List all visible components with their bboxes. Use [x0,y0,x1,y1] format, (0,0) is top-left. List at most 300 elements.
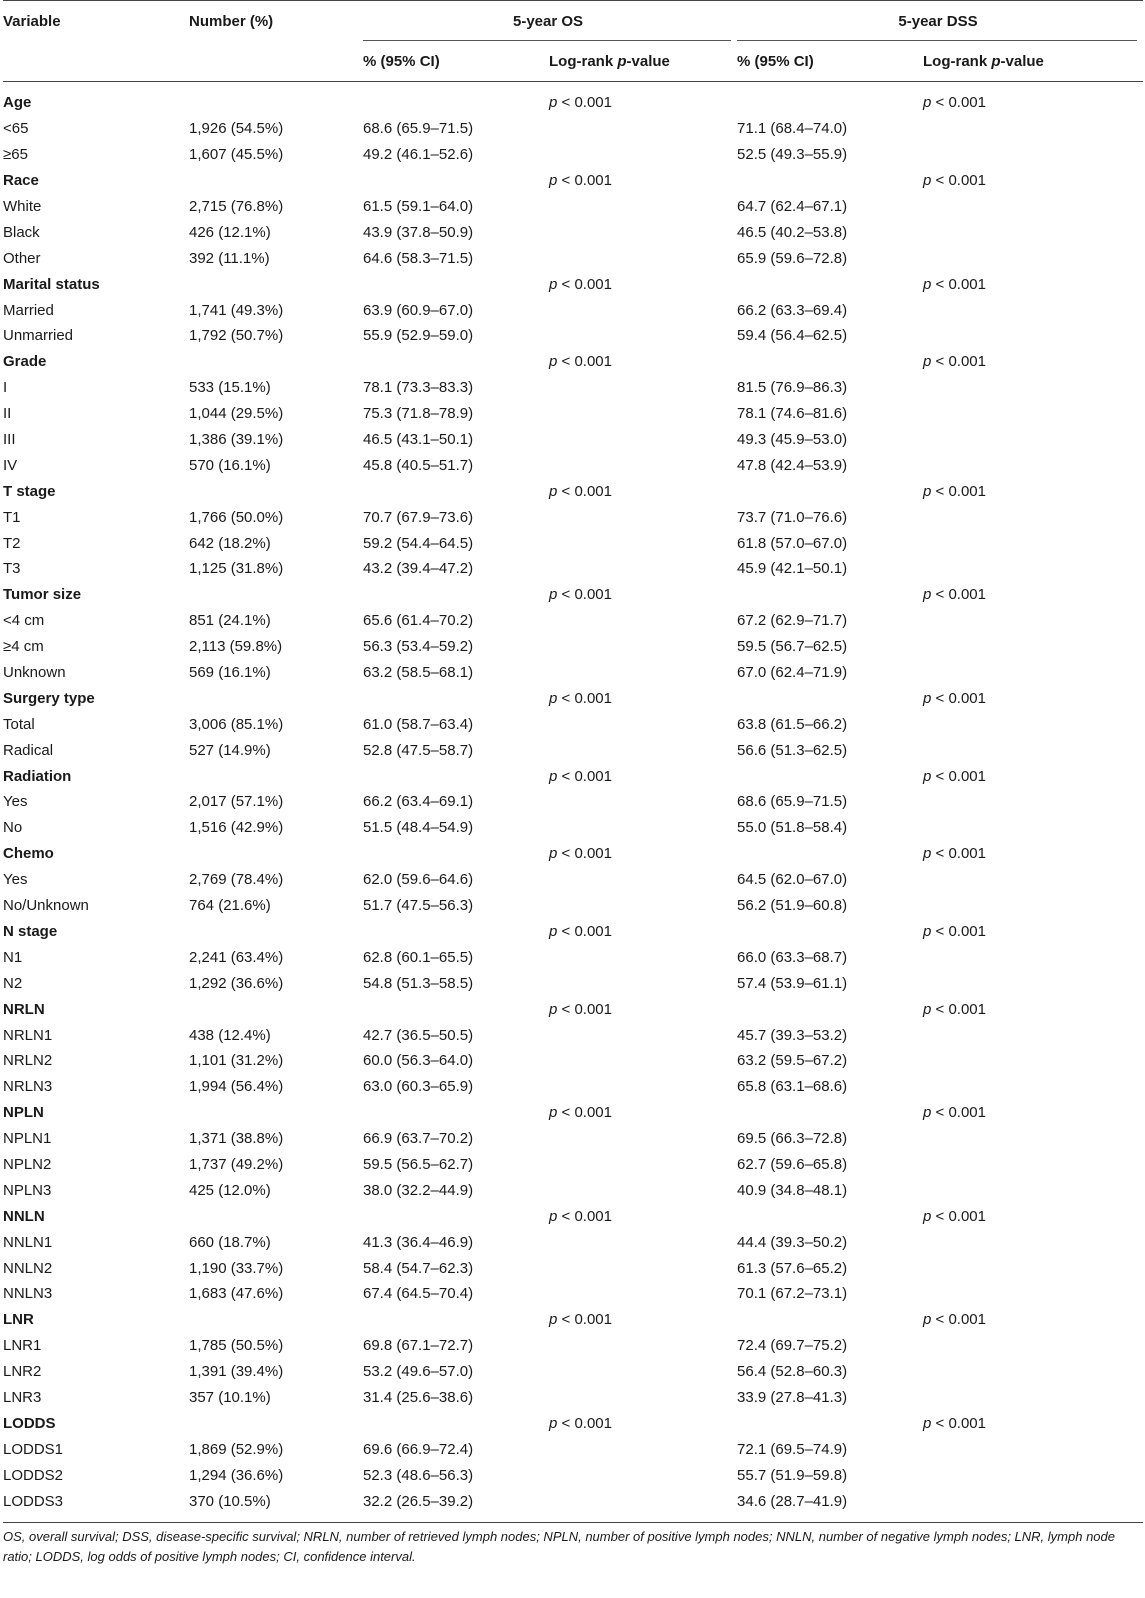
count-cell: 425 (12.0%) [189,1181,271,1199]
group-header-row [3,349,1143,375]
category-label: LNR3 [3,1388,42,1406]
category-label: No [3,819,23,837]
dss-ci-cell: 64.5 (62.0–67.0) [737,871,848,889]
dss-ci-cell: 65.9 (59.6–72.8) [737,249,848,267]
category-label: LNR1 [3,1337,42,1355]
empty-cell [923,944,1143,970]
dss-ci-cell: 71.1 (68.4–74.0) [737,120,848,138]
count-cell: 1,371 (38.8%) [189,1130,284,1148]
group-header-row [3,841,1143,867]
empty-cell [923,142,1143,168]
os-pvalue: p < 0.001 [549,1207,612,1225]
empty-cell [549,737,737,763]
category-label: ≥65 [3,146,28,164]
os-ci-cell: 63.0 (60.3–65.9) [363,1078,474,1096]
category-label: T1 [3,508,21,526]
category-label: Yes [3,793,28,811]
empty-cell [549,297,737,323]
empty-cell [737,1100,923,1126]
table-row [3,1074,1143,1100]
empty-cell [737,1410,923,1436]
empty-cell [923,711,1143,737]
dss-pvalue: p < 0.001 [923,172,986,190]
empty-cell [923,401,1143,427]
group-header-row [3,996,1143,1022]
category-label: NRLN2 [3,1052,53,1070]
empty-cell [363,1410,549,1436]
empty-cell [737,82,923,116]
empty-cell [923,1255,1143,1281]
dss-ci-cell: 67.0 (62.4–71.9) [737,664,848,682]
empty-cell [923,1022,1143,1048]
empty-cell [549,1333,737,1359]
count-cell: 1,785 (50.5%) [189,1337,284,1355]
empty-cell [923,504,1143,530]
table-row [3,660,1143,686]
dss-pvalue: p < 0.001 [923,275,986,293]
empty-cell [923,194,1143,220]
empty-cell [363,168,549,194]
empty-cell [923,219,1143,245]
table-row [3,504,1143,530]
empty-cell [363,919,549,945]
count-cell: 2,241 (63.4%) [189,948,284,966]
group-label: Radiation [3,767,72,785]
table-row [3,323,1143,349]
dss-ci-cell: 81.5 (76.9–86.3) [737,379,848,397]
empty-cell [923,297,1143,323]
dss-ci-cell: 59.5 (56.7–62.5) [737,638,848,656]
empty-cell [549,1074,737,1100]
os-pvalue: p < 0.001 [549,353,612,371]
table-row [3,556,1143,582]
group-label: NRLN [3,1000,45,1018]
empty-cell [923,634,1143,660]
empty-cell [923,737,1143,763]
empty-cell [363,1307,549,1333]
empty-cell [549,867,737,893]
group-label: Marital status [3,275,100,293]
os-pvalue: p < 0.001 [549,1414,612,1432]
os-ci-cell: 60.0 (56.3–64.0) [363,1052,474,1070]
table-row [3,427,1143,453]
empty-cell [549,711,737,737]
empty-cell [549,504,737,530]
dss-ci-cell: 70.1 (67.2–73.1) [737,1285,848,1303]
dss-ci-cell: 45.9 (42.1–50.1) [737,560,848,578]
table-row [3,1048,1143,1074]
count-cell: 533 (15.1%) [189,379,271,397]
count-cell: 1,391 (39.4%) [189,1363,284,1381]
group-header-row [3,82,1143,116]
table-row [3,711,1143,737]
empty-cell [923,556,1143,582]
count-cell: 851 (24.1%) [189,612,271,630]
count-cell: 764 (21.6%) [189,897,271,915]
empty-cell [363,1100,549,1126]
dss-ci-cell: 61.8 (57.0–67.0) [737,534,848,552]
dss-ci-cell: 56.6 (51.3–62.5) [737,741,848,759]
empty-cell [923,1048,1143,1074]
col-header-os-logrank: Log-rank p-value [549,41,737,82]
table-row [3,1281,1143,1307]
group-header-row [3,1203,1143,1229]
os-pvalue: p < 0.001 [549,482,612,500]
count-cell: 1,683 (47.6%) [189,1285,284,1303]
table-footnote: OS, overall survival; DSS, disease-specific survival; NRLN, number of retrieved lymph nodes; NPLN, number of positive lymph nodes; NNLN, number of negative lymph nodes; LNR, lymph node ratio; LODDS, log odds of positive lymph nodes; CI, confidence interval. [3,1528,1115,1564]
empty-cell [189,478,363,504]
table-container [3,0,1143,1567]
empty-cell [189,271,363,297]
empty-cell [923,1177,1143,1203]
empty-cell [189,919,363,945]
dss-ci-cell: 52.5 (49.3–55.9) [737,146,848,164]
col-header-blank [189,41,363,82]
count-cell: 1,737 (49.2%) [189,1155,284,1173]
survival-table [3,0,1143,1523]
os-ci-cell: 62.8 (60.1–65.5) [363,948,474,966]
os-ci-cell: 43.9 (37.8–50.9) [363,223,474,241]
empty-cell [923,970,1143,996]
empty-cell [363,478,549,504]
group-label: Surgery type [3,689,95,707]
os-ci-cell: 66.9 (63.7–70.2) [363,1130,474,1148]
col-header-variable: Variable [3,12,61,30]
count-cell: 569 (16.1%) [189,664,271,682]
os-ci-cell: 70.7 (67.9–73.6) [363,508,474,526]
group-header-row [3,271,1143,297]
empty-cell [363,582,549,608]
empty-cell [923,245,1143,271]
empty-cell [923,452,1143,478]
os-ci-cell: 63.2 (58.5–68.1) [363,664,474,682]
empty-cell [549,970,737,996]
empty-cell [549,660,737,686]
count-cell: 2,769 (78.4%) [189,871,284,889]
empty-cell [549,608,737,634]
table-row [3,893,1143,919]
os-ci-cell: 41.3 (36.4–46.9) [363,1233,474,1251]
os-ci-cell: 66.2 (63.4–69.1) [363,793,474,811]
category-label: LODDS3 [3,1488,189,1522]
dss-ci-cell: 59.4 (56.4–62.5) [737,327,848,345]
count-cell: 1,516 (42.9%) [189,819,284,837]
category-label: Other [3,249,41,267]
table-row [3,1462,1143,1488]
category-label: Married [3,301,54,319]
dss-ci-cell: 69.5 (66.3–72.8) [737,1130,848,1148]
empty-cell [363,841,549,867]
dss-ci-cell: 61.3 (57.6–65.2) [737,1259,848,1277]
category-label: NPLN2 [3,1155,52,1173]
empty-cell [549,323,737,349]
empty-cell [549,452,737,478]
dss-ci-cell: 78.1 (74.6–81.6) [737,405,848,423]
os-ci-cell: 54.8 (51.3–58.5) [363,974,474,992]
count-cell: 438 (12.4%) [189,1026,271,1044]
category-label: Unknown [3,664,66,682]
os-pvalue: p < 0.001 [549,1311,612,1329]
empty-cell [737,685,923,711]
os-ci-cell: 49.2 (46.1–52.6) [363,146,474,164]
empty-cell [549,1462,737,1488]
os-ci-cell: 53.2 (49.6–57.0) [363,1363,474,1381]
os-ci-cell: 45.8 (40.5–51.7) [363,456,474,474]
count-cell: 2,715 (76.8%) [189,198,284,215]
dss-ci-cell: 72.4 (69.7–75.2) [737,1337,848,1355]
dss-ci-cell: 73.7 (71.0–76.6) [737,508,848,526]
count-cell: 1,766 (50.0%) [189,508,284,526]
dss-ci-cell: 65.8 (63.1–68.6) [737,1078,848,1096]
empty-cell [363,996,549,1022]
empty-cell [549,893,737,919]
os-ci-cell: 58.4 (54.7–62.3) [363,1259,474,1277]
empty-cell [923,608,1143,634]
empty-cell [549,116,737,142]
dss-ci-cell: 45.7 (39.3–53.2) [737,1026,848,1044]
table-row [3,1488,1143,1522]
category-label: T2 [3,534,21,552]
table-row [3,530,1143,556]
dss-ci-cell: 67.2 (62.9–71.7) [737,612,848,630]
os-ci-cell: 65.6 (61.4–70.2) [363,612,474,630]
empty-cell [549,556,737,582]
table-row [3,944,1143,970]
category-label: NNLN1 [3,1233,53,1251]
empty-cell [189,168,363,194]
empty-cell [189,841,363,867]
empty-cell [363,763,549,789]
dss-pvalue: p < 0.001 [923,845,986,863]
group-header-row [3,919,1143,945]
dss-pvalue: p < 0.001 [923,689,986,707]
empty-cell [737,582,923,608]
empty-cell [923,789,1143,815]
count-cell: 1,044 (29.5%) [189,405,284,423]
os-pvalue: p < 0.001 [549,1104,612,1122]
count-cell: 1,294 (36.6%) [189,1466,284,1484]
dss-ci-cell: 66.2 (63.3–69.4) [737,301,848,319]
empty-cell [189,349,363,375]
empty-cell [189,1307,363,1333]
dss-ci-cell: 55.7 (51.9–59.8) [737,1466,848,1484]
category-label: Yes [3,871,28,889]
table-row [3,867,1143,893]
count-cell: 357 (10.1%) [189,1388,271,1406]
table-row [3,375,1143,401]
dss-group-label: 5-year DSS [898,12,978,30]
dss-ci-cell: 40.9 (34.8–48.1) [737,1181,848,1199]
table-row [3,634,1143,660]
os-ci-cell: 56.3 (53.4–59.2) [363,638,474,656]
category-label: NNLN3 [3,1285,53,1303]
empty-cell [549,1152,737,1178]
empty-cell [549,1281,737,1307]
table-row [3,608,1143,634]
empty-cell [923,530,1143,556]
os-ci-cell: 38.0 (32.2–44.9) [363,1181,474,1199]
count-cell: 1,869 (52.9%) [189,1440,284,1458]
empty-cell [549,944,737,970]
empty-cell [737,1203,923,1229]
count-cell: 1,386 (39.1%) [189,431,284,449]
empty-cell [923,867,1143,893]
table-row [3,401,1143,427]
empty-cell [923,1281,1143,1307]
count-cell: 642 (18.2%) [189,534,271,552]
os-ci-cell: 32.2 (26.5–39.2) [363,1488,549,1522]
dss-ci-cell: 66.0 (63.3–68.7) [737,948,848,966]
os-ci-cell: 42.7 (36.5–50.5) [363,1026,474,1044]
table-row [3,1177,1143,1203]
empty-cell [923,1436,1143,1462]
os-ci-cell: 64.6 (58.3–71.5) [363,249,474,267]
category-label: NNLN2 [3,1259,53,1277]
table-row [3,789,1143,815]
os-ci-cell: 67.4 (64.5–70.4) [363,1285,474,1303]
count-cell: 2,017 (57.1%) [189,793,284,811]
group-header-row [3,1307,1143,1333]
table-row [3,1385,1143,1411]
dss-ci-cell: 64.7 (62.4–67.1) [737,198,848,215]
category-label: LODDS2 [3,1466,64,1484]
table-body [3,82,1143,1523]
group-header-row [3,1410,1143,1436]
col-header-os-ci: % (95% CI) [363,41,549,82]
empty-cell [737,168,923,194]
empty-cell [923,1126,1143,1152]
group-label: Tumor size [3,586,82,604]
dss-pvalue: p < 0.001 [923,353,986,371]
group-label: LODDS [3,1414,56,1432]
count-cell: 1,792 (50.7%) [189,327,284,345]
table-row [3,1359,1143,1385]
table-row [3,737,1143,763]
empty-cell [923,893,1143,919]
empty-cell [363,271,549,297]
category-label: NPLN3 [3,1181,52,1199]
table-row [3,1436,1143,1462]
dss-ci-cell: 49.3 (45.9–53.0) [737,431,848,449]
empty-cell [923,427,1143,453]
os-ci-cell: 59.5 (56.5–62.7) [363,1155,474,1173]
dss-pvalue: p < 0.001 [923,94,986,112]
col-group-dss [737,1,1143,42]
category-label: NPLN1 [3,1130,52,1148]
count-cell: 1,292 (36.6%) [189,974,284,992]
table-row [3,1333,1143,1359]
count-cell: 1,125 (31.8%) [189,560,284,578]
category-label: <4 cm [3,612,45,630]
empty-cell [189,582,363,608]
dss-pvalue: p < 0.001 [923,586,986,604]
os-ci-cell: 52.8 (47.5–58.7) [363,741,474,759]
empty-cell [549,1385,737,1411]
os-ci-cell: 61.5 (59.1–64.0) [363,198,474,215]
dss-pvalue: p < 0.001 [923,767,986,785]
dss-ci-cell: 47.8 (42.4–53.9) [737,456,848,474]
empty-cell [189,685,363,711]
table-row [3,219,1143,245]
os-pvalue: p < 0.001 [549,767,612,785]
empty-cell [737,349,923,375]
dss-pvalue: p < 0.001 [923,1000,986,1018]
col-header-dss-ci: % (95% CI) [737,41,923,82]
count-cell: 2,113 (59.8%) [189,638,283,656]
empty-cell [549,530,737,556]
table-row [3,1022,1143,1048]
os-pvalue: p < 0.001 [549,172,612,190]
count-cell: 570 (16.1%) [189,456,271,474]
dss-ci-cell: 34.6 (28.7–41.9) [737,1488,923,1522]
empty-cell [737,841,923,867]
empty-cell [189,996,363,1022]
group-label: Grade [3,353,47,371]
empty-cell [923,1229,1143,1255]
group-header-row [3,1100,1143,1126]
empty-cell [549,1488,737,1522]
os-ci-cell: 55.9 (52.9–59.0) [363,327,474,345]
empty-cell [549,142,737,168]
empty-cell [189,1100,363,1126]
table-row [3,815,1143,841]
category-label: III [3,431,16,449]
empty-cell [549,245,737,271]
empty-cell [923,1074,1143,1100]
count-cell: 527 (14.9%) [189,741,271,759]
empty-cell [923,1488,1143,1522]
empty-cell [189,1203,363,1229]
empty-cell [549,194,737,220]
empty-cell [549,1229,737,1255]
empty-cell [549,634,737,660]
dss-ci-cell: 72.1 (69.5–74.9) [737,1440,848,1458]
empty-cell [549,427,737,453]
group-header-row [3,168,1143,194]
dss-ci-cell: 57.4 (53.9–61.1) [737,974,848,992]
os-pvalue: p < 0.001 [549,1000,612,1018]
count-cell: 660 (18.7%) [189,1233,271,1251]
table-row [3,297,1143,323]
empty-cell [549,815,737,841]
group-header-row [3,582,1143,608]
os-ci-cell: 69.8 (67.1–72.7) [363,1337,474,1355]
os-ci-cell: 68.6 (65.9–71.5) [363,120,474,138]
empty-cell [549,1359,737,1385]
empty-cell [363,349,549,375]
os-pvalue: p < 0.001 [549,586,612,604]
category-label: NRLN1 [3,1026,53,1044]
empty-cell [737,919,923,945]
dss-pvalue: p < 0.001 [923,922,986,940]
category-label: LNR2 [3,1363,42,1381]
dss-ci-cell: 56.2 (51.9–60.8) [737,897,848,915]
os-ci-cell: 51.7 (47.5–56.3) [363,897,474,915]
os-ci-cell: 61.0 (58.7–63.4) [363,715,474,733]
dss-pvalue: p < 0.001 [923,1104,986,1122]
os-ci-cell: 59.2 (54.4–64.5) [363,534,474,552]
table-row [3,245,1143,271]
empty-cell [549,1436,737,1462]
os-ci-cell: 43.2 (39.4–47.2) [363,560,474,578]
os-ci-cell: 52.3 (48.6–56.3) [363,1466,474,1484]
dss-ci-cell: 56.4 (52.8–60.3) [737,1363,848,1381]
dss-ci-cell: 44.4 (39.3–50.2) [737,1233,848,1251]
count-cell: 1,101 (31.2%) [189,1052,284,1070]
empty-cell [549,1255,737,1281]
dss-ci-cell: 63.8 (61.5–66.2) [737,715,848,733]
empty-cell [923,1152,1143,1178]
